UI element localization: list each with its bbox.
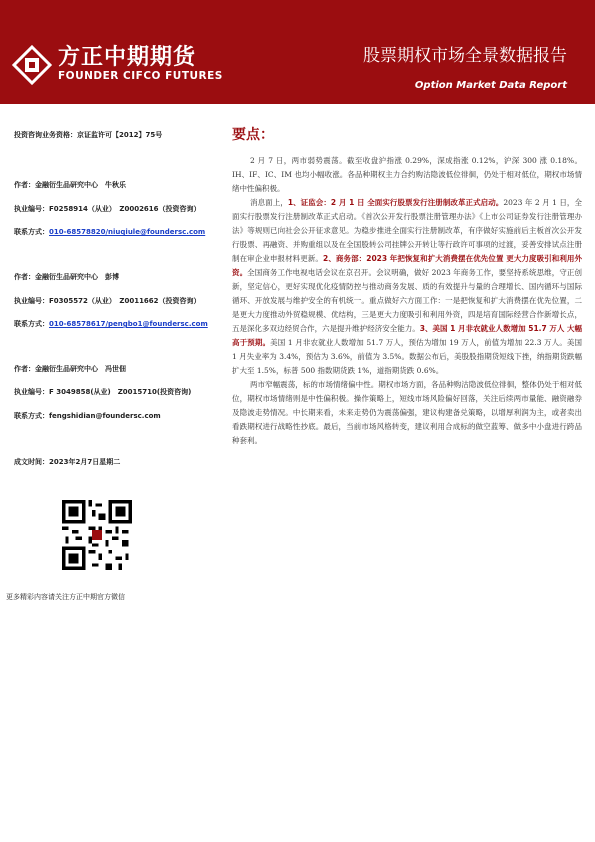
- brand-name-en: FOUNDER CIFCO FUTURES: [58, 70, 223, 82]
- news-body: 全国商务工作电视电话会议在京召开。会议明确，做好 2023 年商务工作，要坚持系统思维，守正创新，坚定信心，更好实现优化疫情防控与推动商务发展、质的有效提升与量的合理增长、国内循环与国际循环、开放发展与维护安全的有机统一。重点做好六方面工作：一是把恢复和扩大消费摆在优先位置，二是更大力度推动外贸稳规模、优结构，三是更大力度吸引和利用外资，四是培育国际经营合作新增长点，五是深化多双边经贸合作，六是提升维护经济安全能力。: [232, 268, 582, 333]
- strategy-paragraph: 两市窄幅震荡，标的市场情绪偏中性。期权市场方面，各品种购沽隐波低位徘徊，整体仍处于相对低位，期权市场情绪则是中性偏积极。操作策略上，短线市场风险偏好回落，关注后续两市量能、融资融券及隐波走势情况。中长期来看，未来走势仍为震荡偏强，建议构建备兑策略，以增厚利润为主，或者卖出看跌期权进行战略性抄底。最后，当前市场风格转变，建议利用合成标的做空蓝筹、做多中小盘进行跨品种套利。: [232, 380, 582, 445]
- author-contact: [14, 227, 205, 237]
- news-intro: 消息面上，: [250, 198, 288, 207]
- summary-paragraph: 2 月 7 日，两市弱势震荡。截至收盘沪指涨 0.29%，深成指涨 0.12%，沪深 300 涨 0.18%。IH、IF、IC、IM 也均小幅收涨。各品种期权主力合约购沽隐波低位徘徊，仍处于相对低位，期权市场情绪中性偏积极。: [232, 156, 582, 193]
- report-date: 成文时间：2023年2月7日星期二: [14, 458, 121, 466]
- contact-link[interactable]: 010-68578820/niuqiule@foundersc.com: [49, 228, 206, 236]
- author-name: 作者：金融衍生品研究中心 冯世佃: [14, 365, 126, 373]
- contact-label: 联系方式：: [14, 412, 49, 420]
- news-paragraph: [232, 196, 582, 378]
- qualification: 投资咨询业务资格：京证监许可【2012】75号: [14, 131, 163, 139]
- author-name: 作者：金融衍生品研究中心 牛秋乐: [14, 181, 126, 189]
- news-body: 2023 年 2 月 1 日，全面实行股票发行注册制改革正式启动。《首次公开发行股票注册管理办法》《上市公司证券发行注册管理办法》等规则已向社会公开征求意见。为稳步推进全面实行注册制改革，有序做好实施前后主板首次公开发行股票、再融资、并购重组以及在全国股转公司挂牌公开转让等行政许可事项的过渡，妥善安排试点注册制在审企业申报材料更新。: [232, 198, 582, 263]
- news-headline: 2、商务部：2023 年把恢复和扩大消费摆在优先位置 更大力度吸引和利用外资。: [232, 254, 582, 277]
- news-headline: 1、证监会：2 月 1 日 全面实行股票发行注册制改革正式启动。: [287, 198, 504, 207]
- news-body: 美国 1 月非农就业人数增加 51.7 万人，预估为增加 19 万人，前值为增加 22.3 万人。美国 1 月失业率为 3.4%，预估为 3.6%，前值为 3.5%。数据公布后，美股股指期货短线下挫，纳指期货跌幅扩大至 1.5%，标普 500 指数期货跌 1%，道指期货跌 0.6%。: [232, 338, 582, 375]
- contact-link[interactable]: 010-68578617/pengbo1@foundersc.com: [49, 320, 208, 328]
- author-name: 作者：金融衍生品研究中心 彭博: [14, 273, 119, 281]
- header-banner: [0, 0, 595, 104]
- company-logo-icon: [12, 45, 52, 85]
- points-title: 要点：: [232, 127, 274, 143]
- author-license: 执业编号：F 3049858(从业) Z0015710(投资咨询): [14, 388, 192, 396]
- author-contact: [14, 411, 161, 421]
- news-headline: 3、美国 1 月非农就业人数增加 51.7 万人 大幅高于预期。: [232, 324, 583, 347]
- author-contact: [14, 319, 208, 329]
- qr-caption: 更多精彩内容请关注方正中期官方微信: [6, 593, 125, 601]
- author-license: 执业编号：F0305572（从业） Z0011662（投资咨询）: [14, 297, 201, 305]
- main-content: [232, 124, 582, 448]
- report-subtitle: Option Market Data Report: [414, 80, 567, 91]
- contact-label: 联系方式：: [14, 320, 49, 328]
- wechat-qr-code-icon[interactable]: [62, 500, 132, 570]
- brand-name-cn: 方正中期期货: [58, 45, 197, 70]
- report-title: 股票期权市场全景数据报告: [363, 46, 567, 66]
- contact-label: 联系方式：: [14, 228, 49, 236]
- author-license: 执业编号：F0258914（从业） Z0002616（投资咨询）: [14, 205, 201, 213]
- contact-email[interactable]: fengshidian@foundersc.com: [49, 412, 161, 420]
